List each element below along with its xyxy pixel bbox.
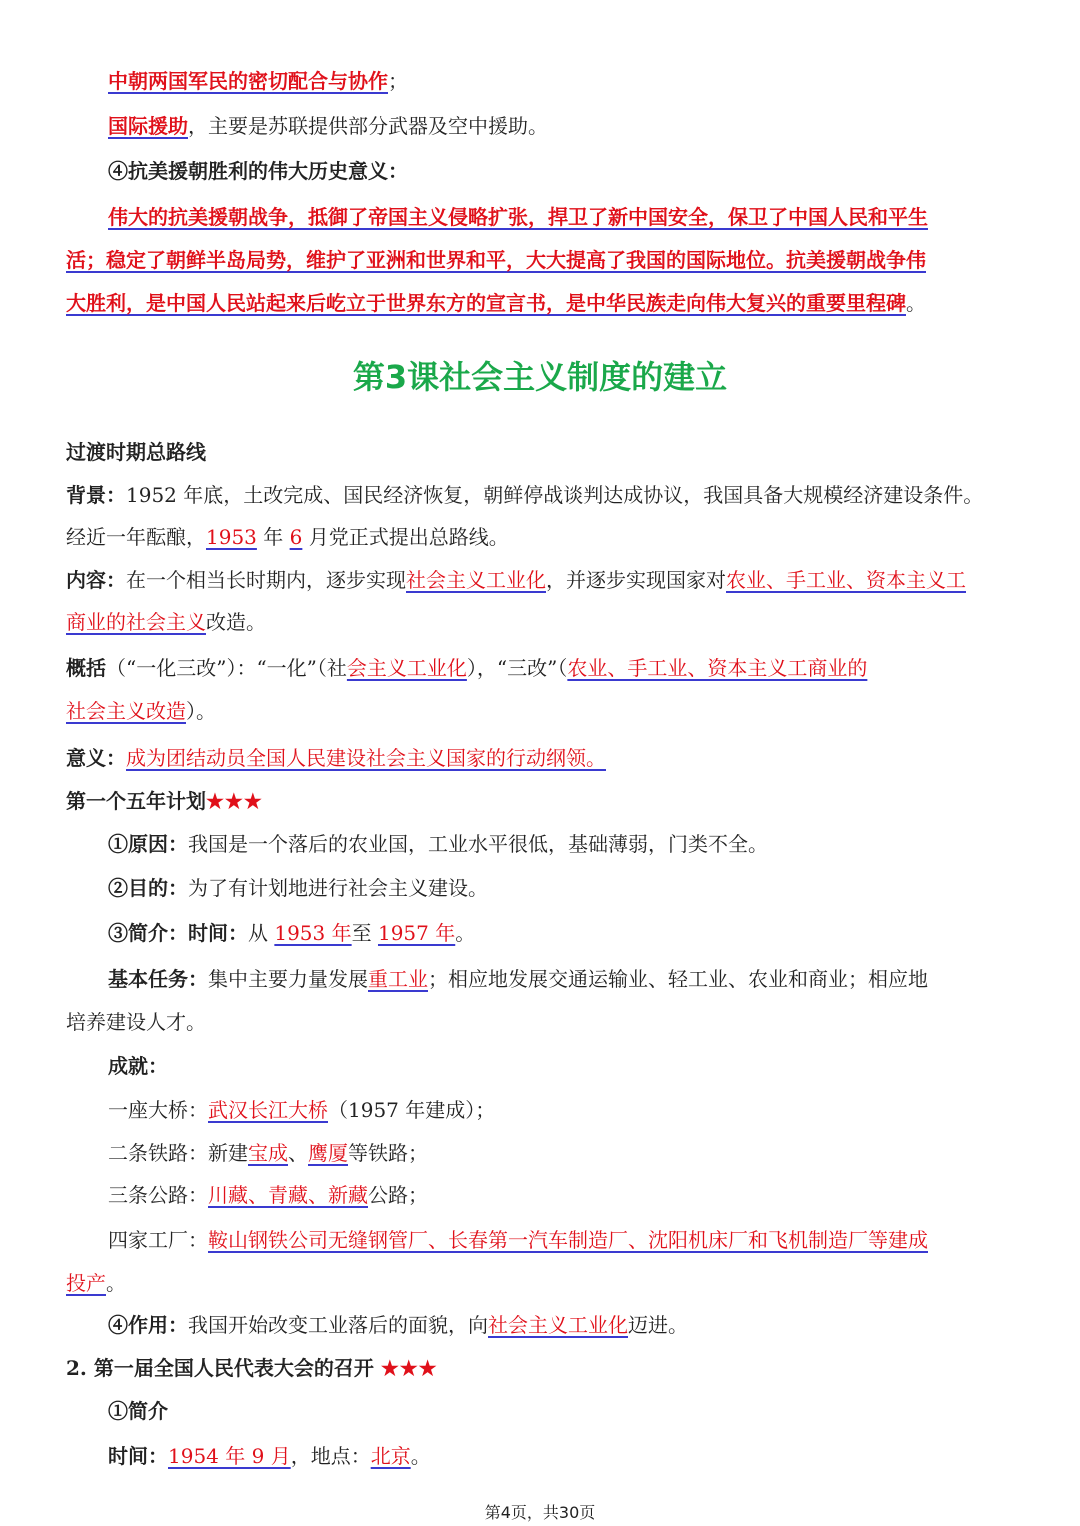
achievements-label: 成就： <box>108 1054 168 1078</box>
content-line-1: 内容：在一个相当长时期内，逐步实现社会主义工业化，并逐步实现国家对农业、手工业、资本主义工 <box>66 568 966 592</box>
background-line-2: 经近一年酝酿，1953 年 6 月党正式提出总路线。 <box>66 525 509 549</box>
significance-line-2: 活；稳定了朝鲜半岛局势，维护了亚洲和世界和平，大大提高了我国的国际地位。抗美援朝战争伟 <box>66 248 926 272</box>
significance-line-3: 大胜利，是中国人民站起来后屹立于世界东方的宣言书，是中华民族走向伟大复兴的重要里程碑。 <box>66 291 926 315</box>
railway-line: 二条铁路：新建宝成、鹰厦等铁路； <box>108 1141 428 1165</box>
effect-line: ④作用：我国开始改变工业落后的面貌，向社会主义工业化迈进。 <box>108 1313 688 1337</box>
highway-line: 三条公路：川藏、青藏、新藏公路； <box>108 1183 428 1207</box>
significance-heading: ④抗美援朝胜利的伟大历史意义： <box>108 159 408 183</box>
summary-line-1: 概括（“一化三改”）：“一化”（社会主义工业化），“三改”（农业、手工业、资本主义工商业的 <box>66 656 868 680</box>
star-rating: ★★★ <box>206 789 263 813</box>
cooperation-line: 中朝两国军民的密切配合与协作； <box>108 69 408 93</box>
meaning-line: 意义：成为团结动员全国人民建设社会主义国家的行动纲领。 <box>66 746 606 770</box>
bridge-line: 一座大桥：武汉长江大桥（1957 年建成）； <box>108 1098 496 1122</box>
npc-intro-label: ①简介 <box>108 1399 168 1423</box>
page-number: 第4页，共30页 <box>484 1503 596 1522</box>
intro-time-line: ③简介：时间：从 1953 年至 1957 年。 <box>108 921 476 945</box>
task-line-2: 培养建设人才。 <box>66 1010 206 1034</box>
task-line-1: 基本任务：集中主要力量发展重工业；相应地发展交通运输业、轻工业、农业和商业；相应地 <box>108 967 928 991</box>
factory-line-2: 投产。 <box>66 1271 126 1295</box>
general-line-heading: 过渡时期总路线 <box>66 440 206 464</box>
content-line-2: 商业的社会主义改造。 <box>66 610 266 634</box>
star-rating: ★★★ <box>380 1356 438 1380</box>
five-year-plan-heading: 第一个五年计划★★★ <box>66 789 263 813</box>
npc-heading: 2. 第一届全国人民代表大会的召开 ★★★ <box>66 1356 438 1380</box>
factory-line-1: 四家工厂：鞍山钢铁公司无缝钢管厂、长春第一汽车制造厂、沈阳机床厂和飞机制造厂等建成 <box>108 1228 928 1252</box>
purpose-line: ②目的：为了有计划地进行社会主义建设。 <box>108 876 488 900</box>
summary-line-2: 社会主义改造）。 <box>66 699 216 723</box>
background-line-1: 背景：1952 年底，土改完成、国民经济恢复，朝鲜停战谈判达成协议，我国具备大规模经济建设条件。 <box>66 483 984 507</box>
lesson-title: 第3课社会主义制度的建立 <box>352 358 728 396</box>
aid-line: 国际援助，主要是苏联提供部分武器及空中援助。 <box>108 114 548 138</box>
npc-time-line: 时间：1954 年 9 月，地点：北京。 <box>108 1444 431 1468</box>
reason-line: ①原因：我国是一个落后的农业国，工业水平很低，基础薄弱，门类不全。 <box>108 832 768 856</box>
significance-line-1: 伟大的抗美援朝战争，抵御了帝国主义侵略扩张，捍卫了新中国安全，保卫了中国人民和平生 <box>108 205 928 229</box>
